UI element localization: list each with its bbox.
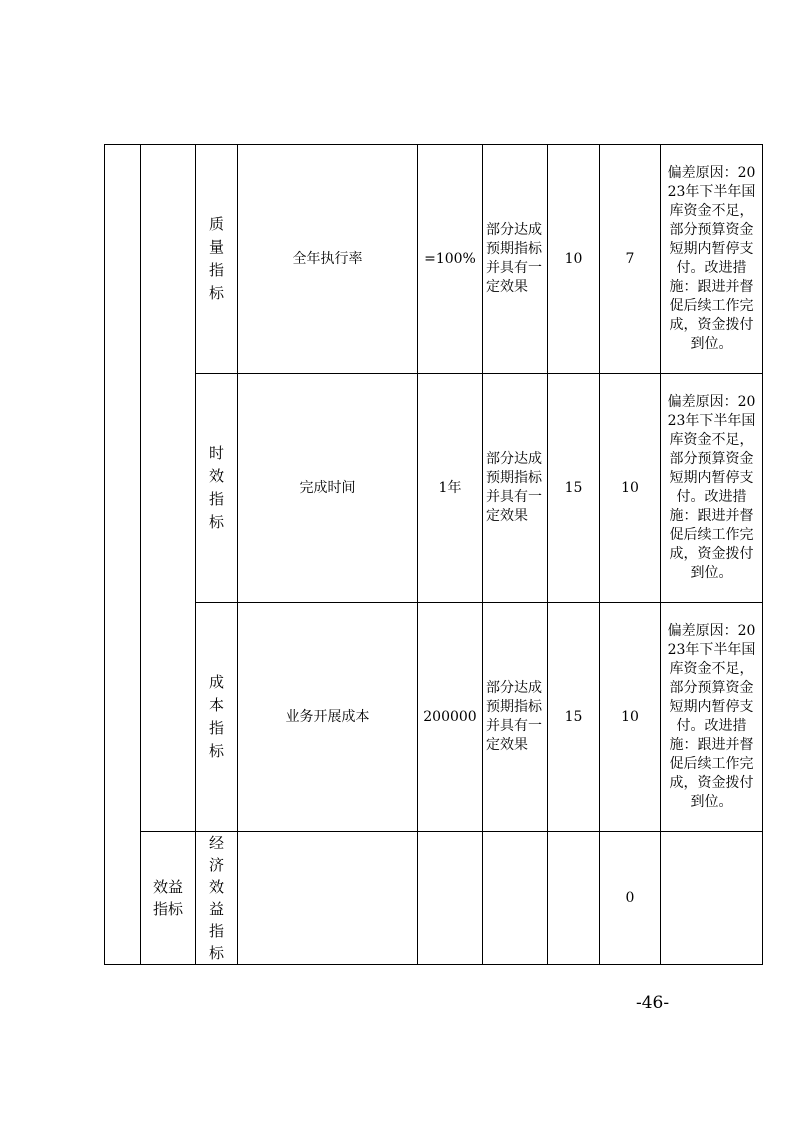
completion-cell: 部分达成预期指标并具有一定效果 <box>483 374 548 603</box>
deviation-cell <box>661 832 763 965</box>
completion-cell: 部分达成预期指标并具有一定效果 <box>483 603 548 832</box>
indicator-cell <box>238 832 418 965</box>
weight-cell: 15 <box>548 374 600 603</box>
indicator-cell: 业务开展成本 <box>238 603 418 832</box>
category-cell: 时效指标 <box>196 374 238 603</box>
category-cell: 质量指标 <box>196 145 238 374</box>
score-cell: 7 <box>600 145 661 374</box>
indicator-cell: 完成时间 <box>238 374 418 603</box>
blank-cell-group <box>141 145 196 832</box>
deviation-cell: 偏差原因：2023年下半年国库资金不足，部分预算资金短期内暂停支付。改进措施：跟进并督促后续工作完成，资金拨付到位。 <box>661 603 763 832</box>
page-number: -46- <box>636 993 670 1013</box>
target-cell: 1年 <box>418 374 483 603</box>
table-row <box>105 145 763 374</box>
indicator-cell: 全年执行率 <box>238 145 418 374</box>
completion-cell: 部分达成预期指标并具有一定效果 <box>483 145 548 374</box>
table-row <box>105 832 763 965</box>
score-cell: 10 <box>600 603 661 832</box>
score-cell: 10 <box>600 374 661 603</box>
blank-cell-outer <box>105 145 141 965</box>
weight-cell: 10 <box>548 145 600 374</box>
deviation-cell: 偏差原因：2023年下半年国库资金不足，部分预算资金短期内暂停支付。改进措施：跟进并督促后续工作完成，资金拨付到位。 <box>661 374 763 603</box>
table-row <box>105 603 763 832</box>
category-cell: 成本指标 <box>196 603 238 832</box>
target-cell: 200000 <box>418 603 483 832</box>
deviation-cell: 偏差原因：2023年下半年国库资金不足，部分预算资金短期内暂停支付。改进措施：跟进并督促后续工作完成，资金拨付到位。 <box>661 145 763 374</box>
benefit-group-cell: 效益指标 <box>141 832 196 965</box>
completion-cell <box>483 832 548 965</box>
table-row <box>105 374 763 603</box>
target-cell: =100% <box>418 145 483 374</box>
score-cell: 0 <box>600 832 661 965</box>
target-cell <box>418 832 483 965</box>
weight-cell: 15 <box>548 603 600 832</box>
category-cell: 经济效益指标 <box>196 832 238 965</box>
weight-cell <box>548 832 600 965</box>
performance-table <box>104 144 763 965</box>
